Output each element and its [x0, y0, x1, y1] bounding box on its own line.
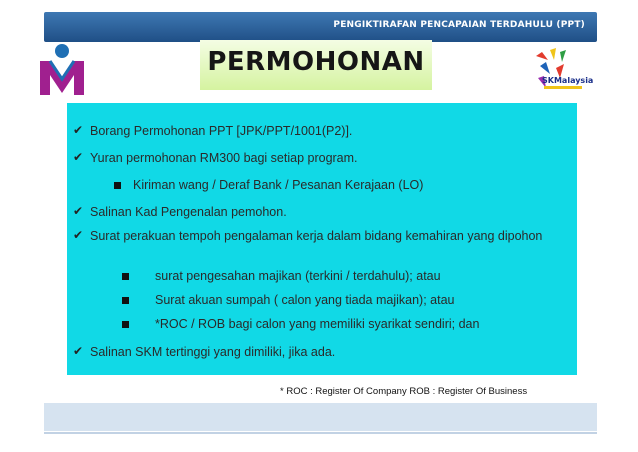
checkmark-icon: ✔ — [73, 123, 84, 137]
checkmark-icon: ✔ — [73, 150, 84, 164]
organization-logo-caption — [34, 96, 90, 102]
list-item: Surat akuan sumpah ( calon yang tiada majikan); atau — [155, 293, 455, 307]
list-item: surat pengesahan majikan (terkini / terdahulu); atau — [155, 269, 441, 283]
checkmark-icon: ✔ — [73, 204, 84, 218]
checkmark-icon: ✔ — [73, 228, 84, 242]
header-bar — [44, 12, 597, 42]
page-title-box — [200, 40, 432, 90]
skm-logo-caption — [534, 95, 586, 101]
footer-bar — [44, 403, 597, 431]
list-item: Salinan Kad Pengenalan pemohon. — [90, 205, 287, 219]
requirements-panel — [67, 103, 577, 375]
footnote: * ROC : Register Of Company ROB : Register Of Business — [280, 386, 528, 397]
list-item: Borang Permohonan PPT [JPK/PPT/1001(P2)]. — [90, 124, 353, 138]
organization-logo — [34, 43, 90, 97]
list-item: Kiriman wang / Deraf Bank / Pesanan Kerajaan (LO) — [133, 178, 424, 192]
square-bullet-icon — [114, 182, 121, 189]
square-bullet-icon — [122, 273, 129, 280]
list-item: Yuran permohonan RM300 bagi setiap program. — [90, 151, 358, 165]
footer-divider — [44, 432, 597, 434]
list-item: *ROC / ROB bagi calon yang memiliki syarikat sendiri; dan — [155, 317, 480, 331]
svg-text:SKMalaysia: SKMalaysia — [542, 76, 594, 85]
page-title: PERMOHONAN — [207, 47, 425, 77]
square-bullet-icon — [122, 297, 129, 304]
header-title: PENGIKTIRAFAN PENCAPAIAN TERDAHULU (PPT) — [333, 20, 585, 30]
list-item: Salinan SKM tertinggi yang dimiliki, jika ada. — [90, 345, 336, 359]
square-bullet-icon — [122, 321, 129, 328]
list-item: Surat perakuan tempoh pengalaman kerja dalam bidang kemahiran yang dipohon — [90, 229, 543, 243]
checkmark-icon: ✔ — [73, 344, 84, 358]
skm-logo — [530, 46, 594, 96]
